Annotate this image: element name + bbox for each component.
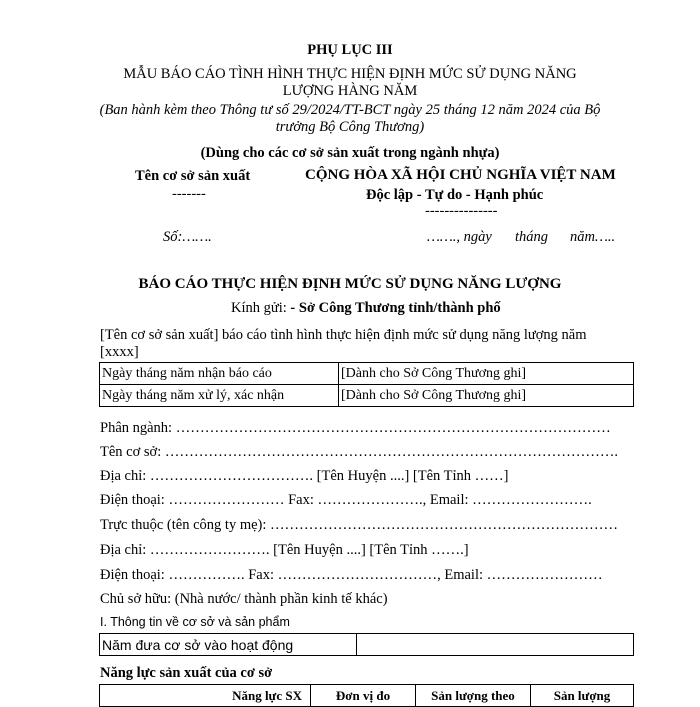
table-row <box>100 363 634 385</box>
intro-line1: [Tên cơ sở sản xuất] báo cáo tình hình thực hiện định mức sử dụng năng lượng năm <box>100 327 587 343</box>
table-cell: Ngày tháng năm xử lý, xác nhận <box>100 385 339 407</box>
national-motto: Độc lập - Tự do - Hạnh phúc <box>366 187 544 203</box>
field-parent-address: Địa chỉ: ……………………. [Tên Huyện ....] [Tên Tỉnh …….] <box>100 542 469 558</box>
recipient-value: - Sở Công Thương tỉnh/thành phố <box>290 300 501 316</box>
issued-note-line2: trưởng Bộ Công Thương) <box>275 119 425 135</box>
form-title-line2: LƯỢNG HÀNG NĂM <box>282 83 418 99</box>
table-cell: Ngày tháng năm nhận báo cáo <box>100 363 339 385</box>
table-cell: Năm đưa cơ sở vào hoạt động <box>100 634 357 656</box>
table-cell <box>357 634 634 656</box>
document-number: Số:……. <box>163 229 212 245</box>
intro-line2: [xxxx] <box>100 344 139 360</box>
form-title-line1: MẪU BÁO CÁO TÌNH HÌNH THỰC HIỆN ĐỊNH MỨC SỬ DỤNG NĂNG <box>123 66 577 82</box>
section-1-heading: I. Thông tin về cơ sở và sản phẩm <box>100 615 290 629</box>
table-cell: [Dành cho Sở Công Thương ghi] <box>339 385 634 407</box>
table-header-cell: Sản lượng <box>531 685 634 707</box>
recipient-label: Kính gửi: <box>231 300 287 316</box>
date-place: ……., ngày <box>427 229 492 245</box>
date-month: tháng <box>515 229 549 245</box>
capacity-table <box>99 684 634 707</box>
issued-note-line1: (Ban hành kèm theo Thông tư số 29/2024/TT-BCT ngày 25 tháng 12 năm 2024 của Bộ <box>99 102 601 118</box>
field-parent-company: Trực thuộc (tên công ty mẹ): ……………………………………………………………… <box>100 517 619 533</box>
field-sector: Phân ngành: ……………………………………………………………………………… <box>100 420 611 436</box>
capacity-heading: Năng lực sản xuất của cơ sở <box>100 665 273 681</box>
appendix-title: PHỤ LỤC III <box>307 42 393 58</box>
table-row <box>100 385 634 407</box>
field-contact: Điện thoại: …………………… Fax: …………………., Email: ……………………. <box>100 492 592 508</box>
table-header-cell: Đơn vị đo <box>311 685 416 707</box>
right-header-rule: --------------- <box>425 203 498 219</box>
table-row <box>100 634 634 656</box>
field-facility-name: Tên cơ sở: …………………………………………………………………………………. <box>100 444 618 460</box>
facility-name-header: Tên cơ sở sản xuất <box>135 168 251 184</box>
report-title: BÁO CÁO THỰC HIỆN ĐỊNH MỨC SỬ DỤNG NĂNG LƯỢNG <box>138 276 562 292</box>
recipient-line <box>231 300 501 317</box>
table-row <box>100 685 634 707</box>
country-name: CỘNG HÒA XÃ HỘI CHỦ NGHĨA VIỆT NAM <box>305 167 616 183</box>
table-cell: [Dành cho Sở Công Thương ghi] <box>339 363 634 385</box>
table-header-cell: Sản lượng theo <box>416 685 531 707</box>
field-parent-contact: Điện thoại: ……………. Fax: ……………………………, Email: …………………… <box>100 567 603 583</box>
applies-to-note: (Dùng cho các cơ sở sản xuất trong ngành nhựa) <box>200 145 500 161</box>
left-header-rule: ------- <box>172 186 206 202</box>
field-address: Địa chỉ: ……………………………. [Tên Huyện ....] [Tên Tỉnh ……] <box>100 468 509 484</box>
field-owner: Chủ sở hữu: (Nhà nước/ thành phần kinh tế khác) <box>100 591 388 607</box>
operation-year-table <box>99 633 634 656</box>
receipt-table <box>99 362 634 407</box>
date-year: năm….. <box>570 229 616 245</box>
table-header-cell: Năng lực SX <box>100 685 311 707</box>
